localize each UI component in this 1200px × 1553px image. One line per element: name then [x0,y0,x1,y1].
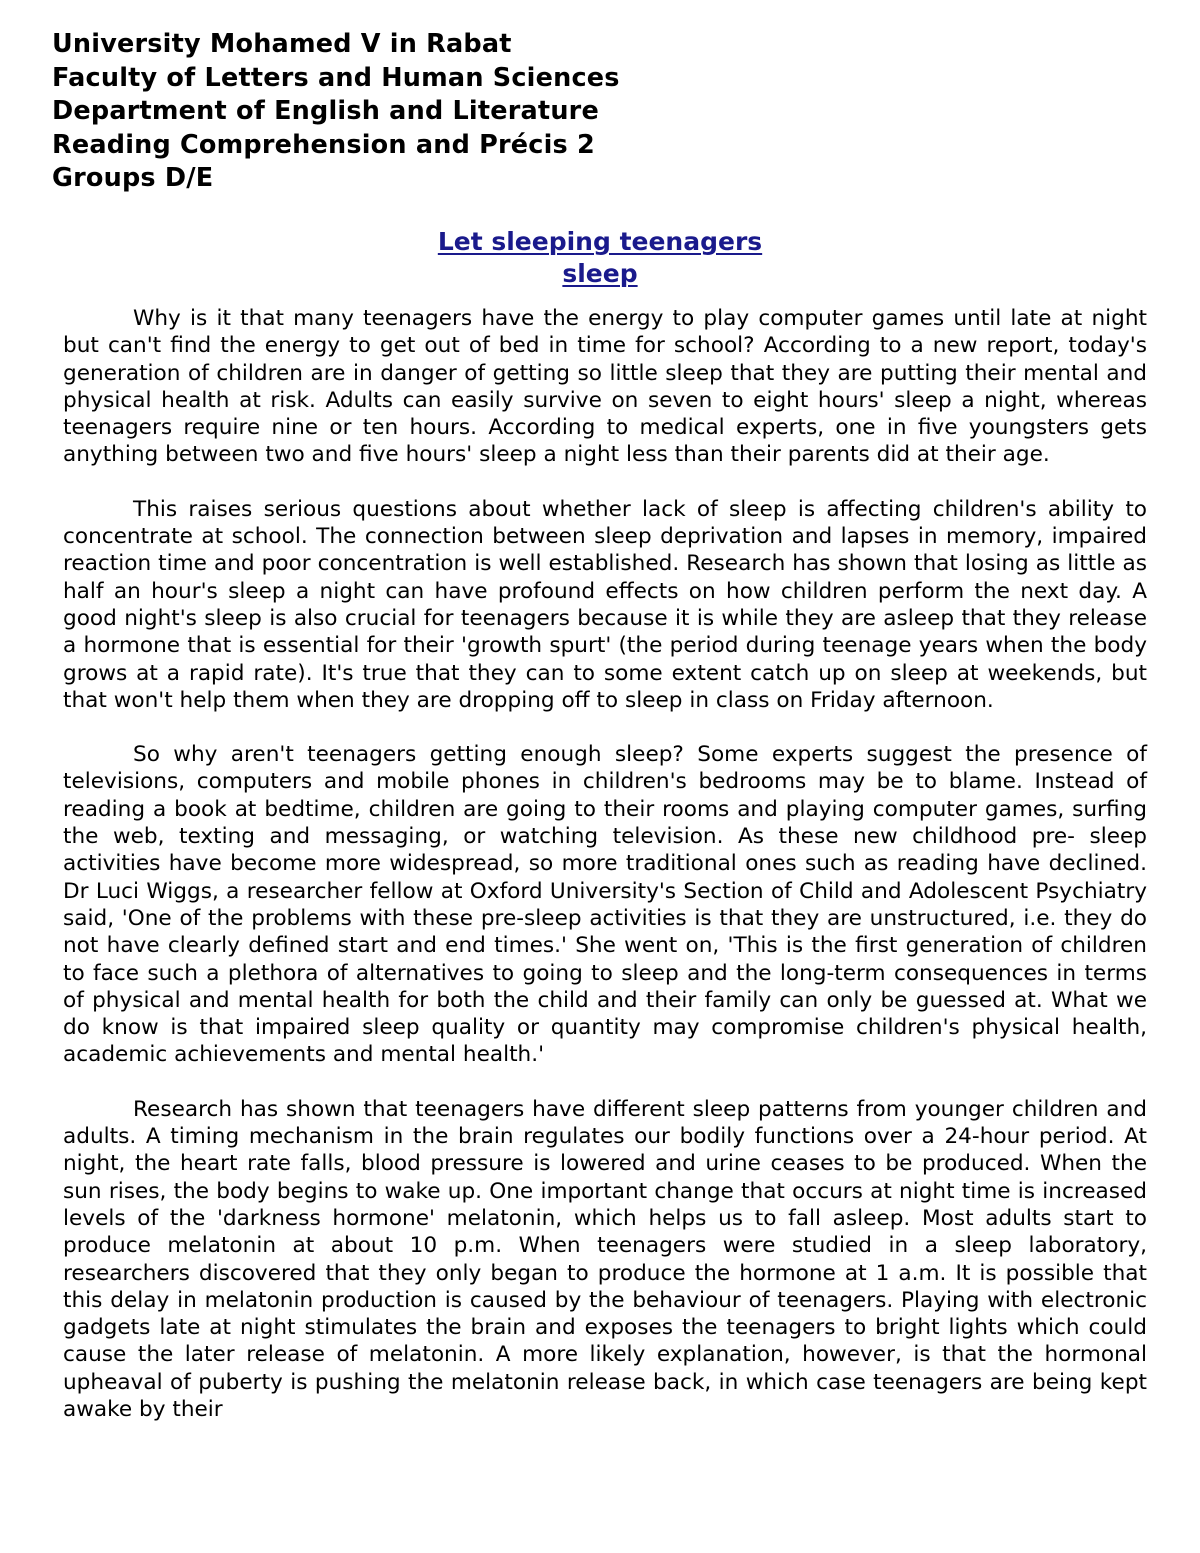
article-body [63,305,1147,1450]
document-header [52,28,952,196]
paragraph-4: Research has shown that teenagers have different sleep patterns from younger children and adults. A timing mechanism in the brain regulates our bodily functions over a 24-hour period. At night, the heart rate falls, blood pressure is lowered and urine ceases to be produced. When the sun rises, the body begins to wake up. One important change that occurs at night time is increased levels of the 'darkness hormone' melatonin, which helps us to fall asleep. Most adults start to produce melatonin at about 10 p.m. When teenagers were studied in a sleep laboratory, researchers discovered that they only began to produce the hormone at 1 a.m. It is possible that this delay in melatonin production is caused by the behaviour of teenagers. Playing with electronic gadgets late at night stimulates the brain and exposes the teenagers to bright lights which could cause the later release of melatonin. A more likely explanation, however, is that the hormonal upheaval of puberty is pushing the melatonin release back, in which case teenagers are being kept awake by their [63,1096,1147,1422]
article-title-line-1: Let sleeping teenagers [437,227,763,256]
department-name: Department of English and Literature [52,96,599,127]
course-name: Reading Comprehension and Précis 2 [52,129,595,160]
article-title [0,226,1200,290]
groups-label: Groups D/E [52,163,214,194]
university-name: University Mohamed V in Rabat [52,29,512,59]
paragraph-1: Why is it that many teenagers have the energy to play computer games until late at night but can't find the energy to get out of bed in time for school? According to a new report, today's generation of children are in danger of getting so little sleep that they are putting their mental and physical health at risk. Adults can easily survive on seven to eight hours' sleep a night, whereas teenagers require nine or ten hours. According to medical experts, one in five youngsters gets anything between two and five hours' sleep a night less than their parents did at their age. [63,306,1147,468]
paragraph-2: This raises serious questions about whether lack of sleep is affecting children's ability to concentrate at school. The connection between sleep deprivation and lapses in memory, impaired reaction time and poor concentration is well established. Research has shown that losing as little as half an hour's sleep a night can have profound effects on how children perform the next day. A good night's sleep is also crucial for teenagers because it is while they are asleep that they release a hormone that is essential for their 'growth spurt' (the period during teenage years when the body grows at a rapid rate). It's true that they can to some extent catch up on sleep at weekends, but that won't help them when they are dropping off to sleep in class on Friday afternoon. [63,496,1147,713]
faculty-name: Faculty of Letters and Human Sciences [52,62,620,93]
article-title-line-2: sleep [562,259,638,288]
paragraph-3: So why aren't teenagers getting enough sleep? Some experts suggest the presence of televisions, computers and mobile phones in children's bedrooms may be to blame. Instead of reading a book at bedtime, children are going to their rooms and playing computer games, surfing the web, texting and messaging, or watching television. As these new childhood pre- sleep activities have become more widespread, so more traditional ones such as reading have declined. Dr Luci Wiggs, a researcher fellow at Oxford University's Section of Child and Adolescent Psychiatry said, 'One of the problems with these pre-sleep activities is that they are unstructured, i.e. they do not have clearly defined start and end times.' She went on, 'This is the first generation of children to face such a plethora of alternatives to going to sleep and the long-term consequences in terms of physical and mental health for both the child and their family can only be guessed at. What we do know is that impaired sleep quality or quantity may compromise children's physical health, academic achievements and mental health.' [63,742,1147,1068]
